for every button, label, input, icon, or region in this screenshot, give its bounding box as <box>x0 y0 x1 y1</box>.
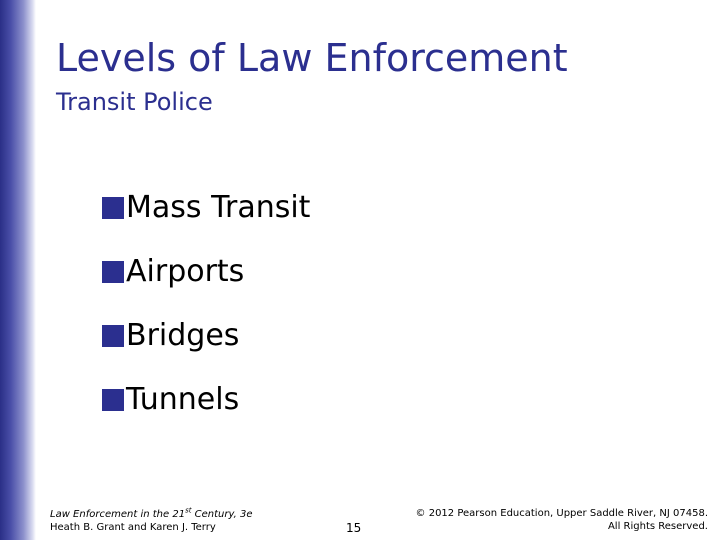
book-title-part2: Century, 3e <box>191 509 253 520</box>
footer-book-title <box>50 508 253 521</box>
bullet-list <box>102 176 310 432</box>
bullet-item <box>102 304 310 368</box>
bullet-text: Tunnels <box>126 382 240 417</box>
footer-authors: Heath B. Grant and Karen J. Terry <box>50 522 216 533</box>
book-title-sup: st <box>185 506 192 515</box>
book-title-part1: Law Enforcement in the 21 <box>50 509 186 520</box>
square-bullet-icon <box>102 197 124 219</box>
bullet-item <box>102 240 310 304</box>
bullet-item <box>102 368 310 432</box>
square-bullet-icon <box>102 325 124 347</box>
copyright-line-1: © 2012 Pearson Education, Upper Saddle River, NJ 07458. <box>415 508 708 519</box>
page-number: 15 <box>346 521 362 535</box>
copyright-line-2: All Rights Reserved. <box>607 521 708 532</box>
slide-subtitle: Transit Police <box>56 88 213 116</box>
bullet-text: Bridges <box>126 318 240 353</box>
square-bullet-icon <box>102 389 124 411</box>
bullet-text: Mass Transit <box>126 190 311 225</box>
slide-title: Levels of Law Enforcement <box>56 36 568 80</box>
bullet-text: Airports <box>126 254 245 289</box>
left-gradient-bar <box>0 0 36 540</box>
footer-copyright <box>416 507 708 533</box>
square-bullet-icon <box>102 261 124 283</box>
footer-book-info <box>50 508 253 534</box>
bullet-item <box>102 176 310 240</box>
